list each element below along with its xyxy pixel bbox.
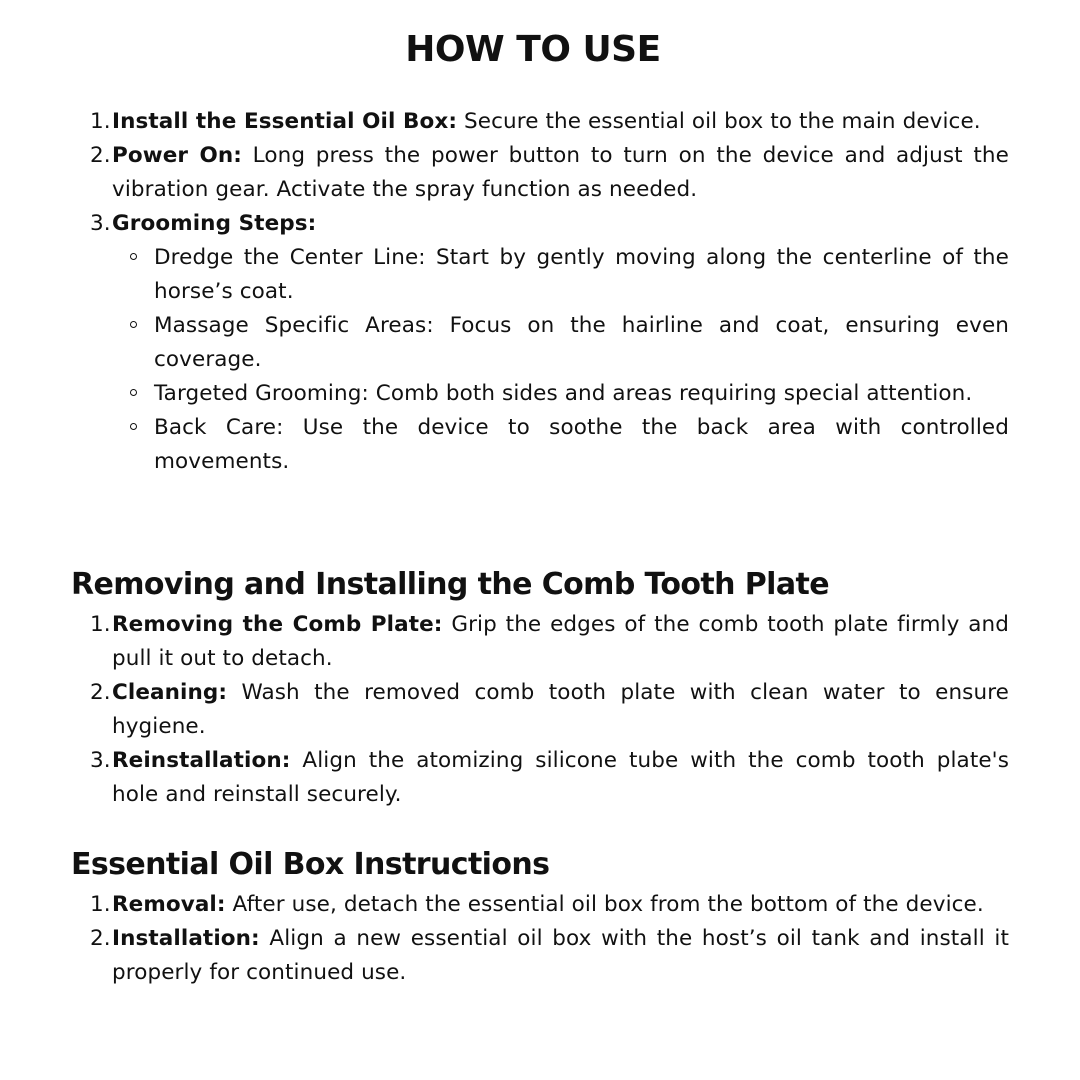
item-text: Align a new essential oil box with the host’s oil tank and install it properly for continued use. [112, 926, 1009, 985]
grooming-steps-sublist [112, 241, 1009, 479]
sub-list-item [154, 377, 1009, 411]
comb-plate-list [90, 608, 1009, 812]
list-item [90, 139, 1009, 207]
list-item [90, 207, 1009, 479]
comb-plate-heading: Removing and Installing the Comb Tooth Plate [71, 567, 829, 602]
item-label: Cleaning: [112, 680, 228, 705]
item-label: Removal: [112, 892, 226, 917]
item-number: 1. [90, 612, 111, 637]
item-label: Installation: [112, 926, 260, 951]
sub-list-item [154, 309, 1009, 377]
list-item [90, 608, 1009, 676]
sub-list-item [154, 411, 1009, 479]
oil-box-heading: Essential Oil Box Instructions [71, 847, 550, 882]
item-number: 3. [90, 748, 111, 773]
circle-bullet-icon [130, 253, 137, 260]
item-number: 2. [90, 680, 111, 705]
item-number: 2. [90, 926, 111, 951]
item-text: Wash the removed comb tooth plate with clean water to ensure hygiene. [112, 680, 1009, 739]
list-item [90, 744, 1009, 812]
list-item [90, 676, 1009, 744]
page-title: HOW TO USE [405, 29, 661, 70]
item-label: Install the Essential Oil Box: [112, 109, 458, 134]
item-text: Long press the power button to turn on the device and adjust the vibration gear. Activate the spray function as needed. [112, 143, 1009, 202]
circle-bullet-icon [130, 389, 137, 396]
sub-list-item [154, 241, 1009, 309]
sub-item-text: Massage Specific Areas: Focus on the hairline and coat, ensuring even coverage. [154, 313, 1009, 372]
how-to-use-list [90, 105, 1009, 479]
item-number: 3. [90, 211, 111, 236]
circle-bullet-icon [130, 423, 137, 430]
sub-item-text: Dredge the Center Line: Start by gently moving along the centerline of the horse’s coat. [154, 245, 1009, 304]
sub-item-text: Back Care: Use the device to soothe the back area with controlled movements. [154, 415, 1009, 474]
item-label: Grooming Steps: [112, 211, 317, 236]
list-item [90, 105, 1009, 139]
item-label: Reinstallation: [112, 748, 291, 773]
item-number: 2. [90, 143, 111, 168]
item-text: After use, detach the essential oil box from the bottom of the device. [225, 892, 984, 917]
sub-item-text: Targeted Grooming: Comb both sides and areas requiring special attention. [154, 381, 973, 406]
circle-bullet-icon [130, 321, 137, 328]
oil-box-list [90, 888, 1009, 990]
item-number: 1. [90, 892, 111, 917]
item-number: 1. [90, 109, 111, 134]
item-label: Power On: [112, 143, 242, 168]
item-text: Secure the essential oil box to the main device. [457, 109, 981, 134]
item-text: Align the atomizing silicone tube with the comb tooth plate's hole and reinstall securely. [112, 748, 1009, 807]
list-item [90, 888, 1009, 922]
item-text: Grip the edges of the comb tooth plate firmly and pull it out to detach. [112, 612, 1009, 671]
list-item [90, 922, 1009, 990]
item-label: Removing the Comb Plate: [112, 612, 443, 637]
